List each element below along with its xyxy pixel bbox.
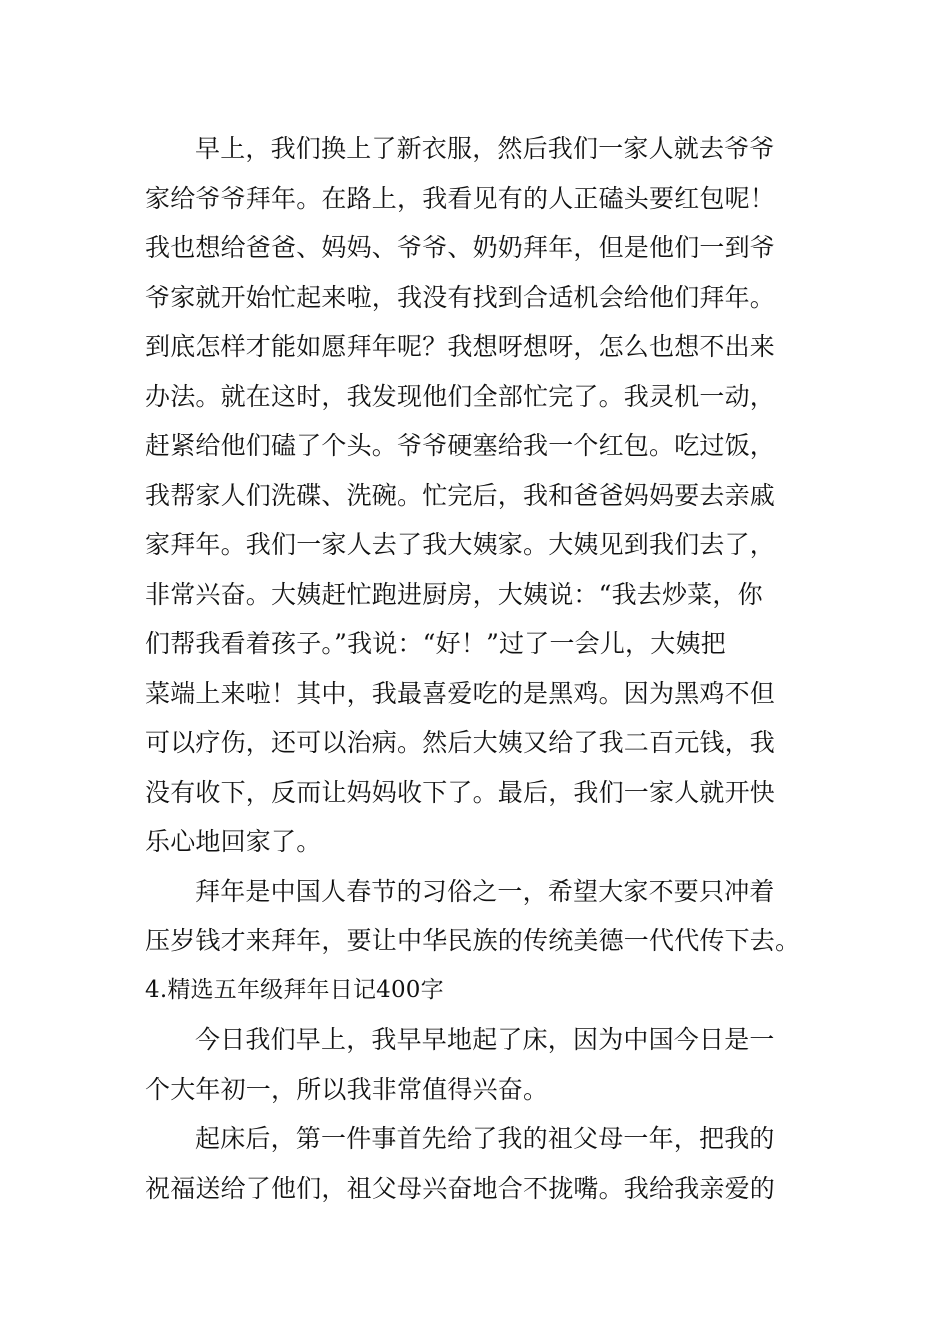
paragraph-line: 办法。就在这时，我发现他们全部忙完了。我灵机一动，: [145, 381, 776, 411]
paragraph-line: 早上，我们换上了新衣服，然后我们一家人就去爷爷: [195, 134, 775, 163]
paragraph-line: 个大年初一，所以我非常值得兴奋。: [145, 1074, 549, 1104]
paragraph-line: 祝福送给了他们，祖父母兴奋地合不拢嘴。我给我亲爱的: [145, 1173, 776, 1203]
section-heading: 4.精选五年级拜年日记400字: [145, 976, 444, 1003]
paragraph-line: 压岁钱才来拜年，要让中华民族的传统美德一代代传下去。: [145, 926, 801, 955]
paragraph-line: 非常兴奋。大姨赶忙跑进厨房，大姨说：“我去炒菜，你: [145, 579, 763, 609]
document-body: [145, 124, 810, 1213]
paragraph-line: 今日我们早上，我早早地起了床，因为中国今日是一: [195, 1025, 775, 1054]
paragraph-line: 我帮家人们洗碟、洗碗。忙完后，我和爸爸妈妈要去亲戚: [145, 480, 776, 510]
paragraph-line: 菜端上来啦！其中，我最喜爱吃的是黑鸡。因为黑鸡不但: [145, 678, 776, 708]
paragraph-line: 拜年是中国人春节的习俗之一，希望大家不要只冲着: [195, 876, 775, 906]
paragraph-line: 可以疗伤，还可以治病。然后大姨又给了我二百元钱，我: [145, 728, 776, 757]
paragraph-line: 到底怎样才能如愿拜年呢？我想呀想呀，怎么也想不出来: [145, 332, 776, 361]
paragraph-line: 乐心地回家了。: [145, 827, 322, 856]
paragraph-line: 起床后，第一件事首先给了我的祖父母一年，把我的: [195, 1124, 775, 1153]
paragraph-line: 们帮我看着孩子。”我说：“好！”过了一会儿，大姨把: [145, 629, 726, 658]
paragraph-line: 我也想给爸爸、妈妈、爷爷、奶奶拜年，但是他们一到爷: [145, 233, 776, 262]
paragraph-line: 家给爷爷拜年。在路上，我看见有的人正磕头要红包呢！: [145, 183, 776, 213]
paragraph-line: 爷家就开始忙起来啦，我没有找到合适机会给他们拜年。: [145, 282, 776, 312]
paragraph-line: 家拜年。我们一家人去了我大姨家。大姨见到我们去了，: [145, 530, 776, 559]
paragraph-line: 赶紧给他们磕了个头。爷爷硬塞给我一个红包。吃过饭，: [145, 431, 776, 460]
paragraph-line: 没有收下，反而让妈妈收下了。最后，我们一家人就开快: [145, 777, 776, 807]
